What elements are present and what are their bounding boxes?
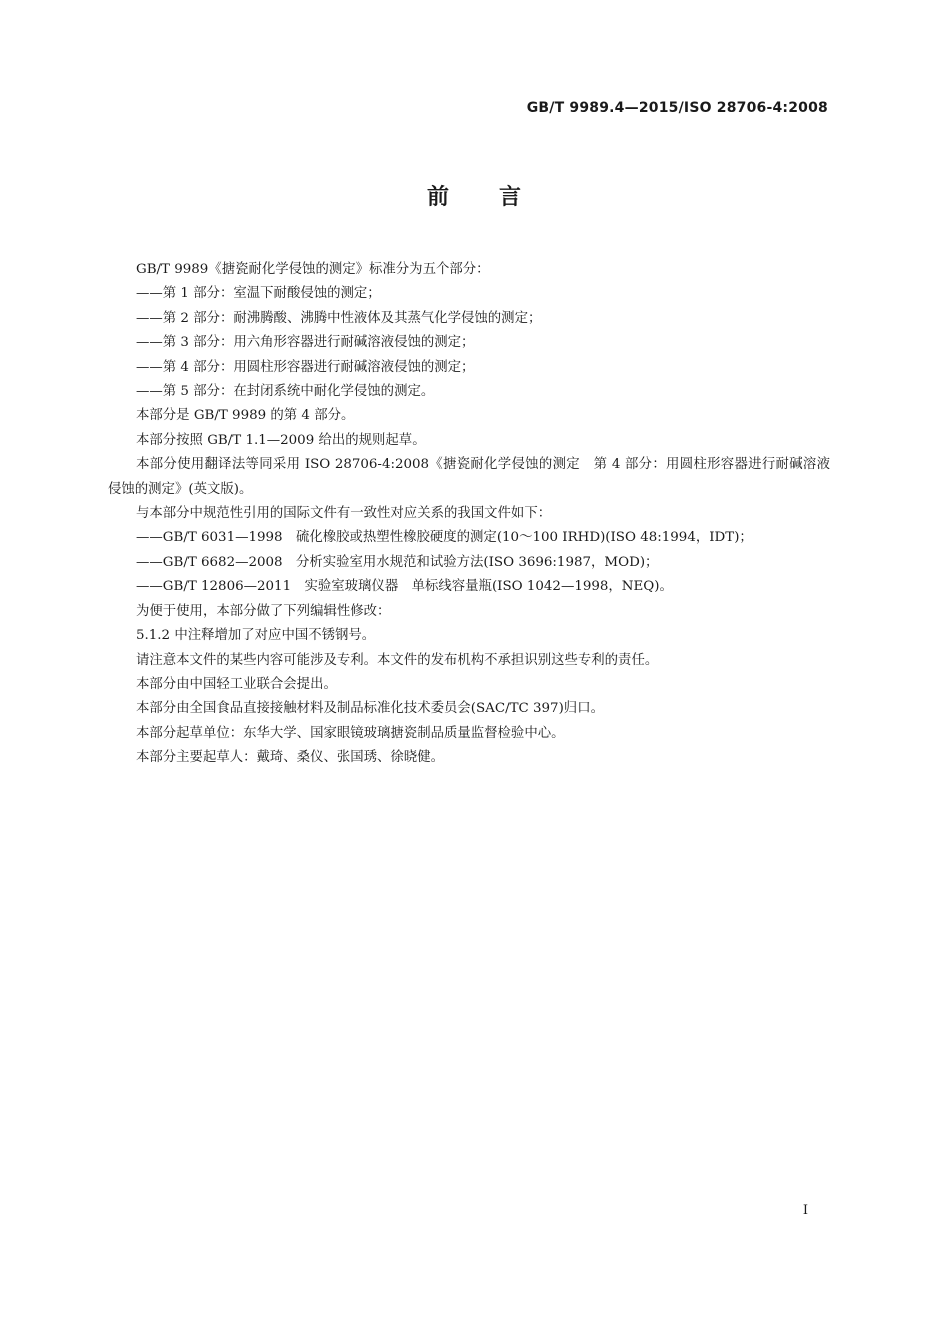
managed-by: 本部分由全国食品直接接触材料及制品标准化技术委员会(SAC/TC 397)归口。 xyxy=(136,701,604,717)
editorial-change: 5.1.2 中注释增加了对应中国不锈钢号。 xyxy=(136,628,376,644)
standard-code-header: GB/T 9989.4—2015/ISO 28706-4:2008 xyxy=(526,100,828,116)
correspondence-intro: 与本部分中规范性引用的国际文件有一致性对应关系的我国文件如下： xyxy=(136,506,552,522)
drafters: 本部分主要起草人：戴琦、桑仪、张国琇、徐晓健。 xyxy=(136,750,444,766)
page-title xyxy=(0,180,950,211)
correspondence-item: ——GB/T 6682—2008 分析实验室用水规范和试验方法(ISO 3696:1987，MOD)； xyxy=(136,554,659,570)
foreword-body xyxy=(108,258,830,771)
correspondence-item: ——GB/T 12806—2011 实验室玻璃仪器 单标线容量瓶(ISO 1042—1998，NEQ)。 xyxy=(136,579,673,595)
drafting-rule: 本部分按照 GB/T 1.1—2009 给出的规则起草。 xyxy=(136,432,426,448)
patent-notice: 请注意本文件的某些内容可能涉及专利。本文件的发布机构不承担识别这些专利的责任。 xyxy=(136,652,659,668)
correspondence-item: ——GB/T 6031—1998 硫化橡胶或热塑性橡胶硬度的测定(10～100 IRHD)(ISO 48:1994，IDT)； xyxy=(136,530,753,546)
part-statement: 本部分是 GB/T 9989 的第 4 部分。 xyxy=(136,408,355,424)
part-list-item: ——第 4 部分：用圆柱形容器进行耐碱溶液侵蚀的测定； xyxy=(136,359,475,375)
proposed-by: 本部分由中国轻工业联合会提出。 xyxy=(136,676,337,692)
drafting-units: 本部分起草单位：东华大学、国家眼镜玻璃搪瓷制品质量监督检验中心。 xyxy=(136,725,565,741)
title-char-2: 言 xyxy=(499,185,524,210)
editorial-intro: 为便于使用，本部分做了下列编辑性修改： xyxy=(136,603,391,619)
part-list-item: ——第 1 部分：室温下耐酸侵蚀的测定； xyxy=(136,286,381,302)
page-number: I xyxy=(802,1203,808,1218)
intro-paragraph: GB/T 9989《搪瓷耐化学侵蚀的测定》标准分为五个部分： xyxy=(136,262,490,277)
part-list-item: ——第 5 部分：在封闭系统中耐化学侵蚀的测定。 xyxy=(136,384,435,400)
translation-statement: 本部分使用翻译法等同采用 ISO 28706-4:2008《搪瓷耐化学侵蚀的测定 第 4 部分：用圆柱形容器进行耐碱溶液侵蚀的测定》(英文版)。 xyxy=(108,457,830,497)
part-list-item: ——第 2 部分：耐沸腾酸、沸腾中性液体及其蒸气化学侵蚀的测定； xyxy=(136,310,542,326)
part-list-item: ——第 3 部分：用六角形容器进行耐碱溶液侵蚀的测定； xyxy=(136,335,475,351)
title-char-1: 前 xyxy=(426,185,451,210)
